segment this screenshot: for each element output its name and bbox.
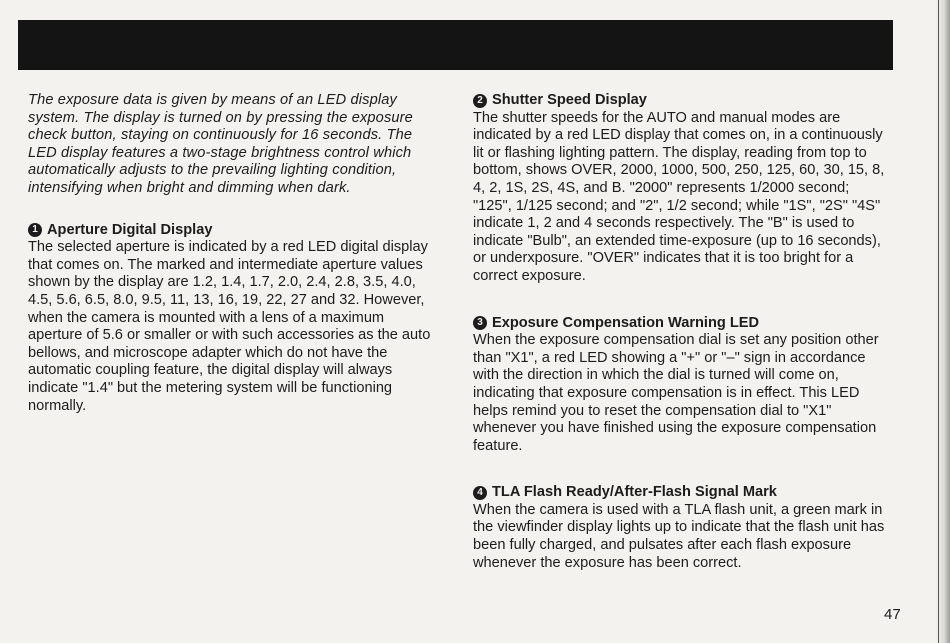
- section-body: The selected aperture is indicated by a red LED digital display that comes on. The marked and intermediate aperture values shown by the display are 1.2, 1.4, 1.7, 2.0, 2.4, 2.8, 3.5, 4.0, 4.5, 5.6, 6.5, 8.0, 9.5, 11, 13, 16, 19, 22, 27 and 32. However, when the camera is mounted with a lens of a maximum aperture of 5.6 or smaller or with such accessories as the auto bellows, and microscope adapter which do not have the automatic coupling feature, the digital display will always indicate "1.4" but the metering system will be functioning normally.: [28, 239, 431, 414]
- section-title-text: TLA Flash Ready/After-Flash Signal Mark: [492, 484, 777, 501]
- section-aperture-display: [28, 222, 438, 416]
- number-badge-icon: 2: [473, 94, 487, 108]
- right-column: [473, 92, 888, 601]
- page-edge-line: [938, 0, 939, 643]
- section-body: The shutter speeds for the AUTO and manual modes are indicated by a red LED display that comes on, in a continuously lit or flashing lighting pattern. The display, reading from top to bottom, shows OVER, 2000, 1000, 500, 250, 125, 60, 30, 15, 8, 4, 2, 1S, 2S, 4S, and B. "2000" represents 1/2000 second; "125", 1/125 second; and "2", 1/2 second; while "1S", "2S" "4S" indicate 1, 2 and 4 seconds respectively. The "B" is used to indicate "Bulb", an extended time-exposure (up to 16 seconds), or underxposure. "OVER" indicates that it is too bright for a correct exposure.: [473, 109, 885, 284]
- header-bar: [18, 20, 893, 70]
- section-body: When the camera is used with a TLA flash unit, a green mark in the viewfinder display lights up to indicate that the flash unit has been fully charged, and pulsates after each flash exposure whenever the exposure has been correct.: [473, 501, 885, 571]
- left-column: [28, 92, 438, 444]
- number-badge-icon: 1: [28, 223, 42, 237]
- section-title-text: Exposure Compensation Warning LED: [492, 314, 760, 331]
- intro-paragraph: The exposure data is given by means of an LED display system. The display is turned on by pressing the exposure check button, staying on continuously for 16 seconds. The LED display features a two-stage brightness control which automatically adjusts to the prevailing lighting condition, intensifying when bright and dimming when dark.: [28, 92, 413, 196]
- section-title: [473, 315, 888, 333]
- number-badge-icon: 4: [473, 486, 487, 500]
- section-title-text: Aperture Digital Display: [47, 221, 213, 238]
- section-tla-flash-signal: [473, 484, 888, 572]
- section-shutter-speed-display: [473, 92, 888, 286]
- section-title: [473, 92, 888, 110]
- section-title: [473, 484, 888, 502]
- section-body: When the exposure compensation dial is set any position other than "X1", a red LED showing a "+" or "–" sign in accordance with the direction in which the dial is turned will come on, indicating that exposure compensation is in effect. This LED helps remind you to reset the compensation dial to "X1" whenever you have finished using the exposure compensation feature.: [473, 332, 879, 454]
- section-exposure-compensation-led: [473, 315, 888, 456]
- number-badge-icon: 3: [473, 316, 487, 330]
- page-number: 47: [884, 606, 901, 623]
- section-title: [28, 222, 438, 240]
- section-title-text: Shutter Speed Display: [492, 92, 647, 108]
